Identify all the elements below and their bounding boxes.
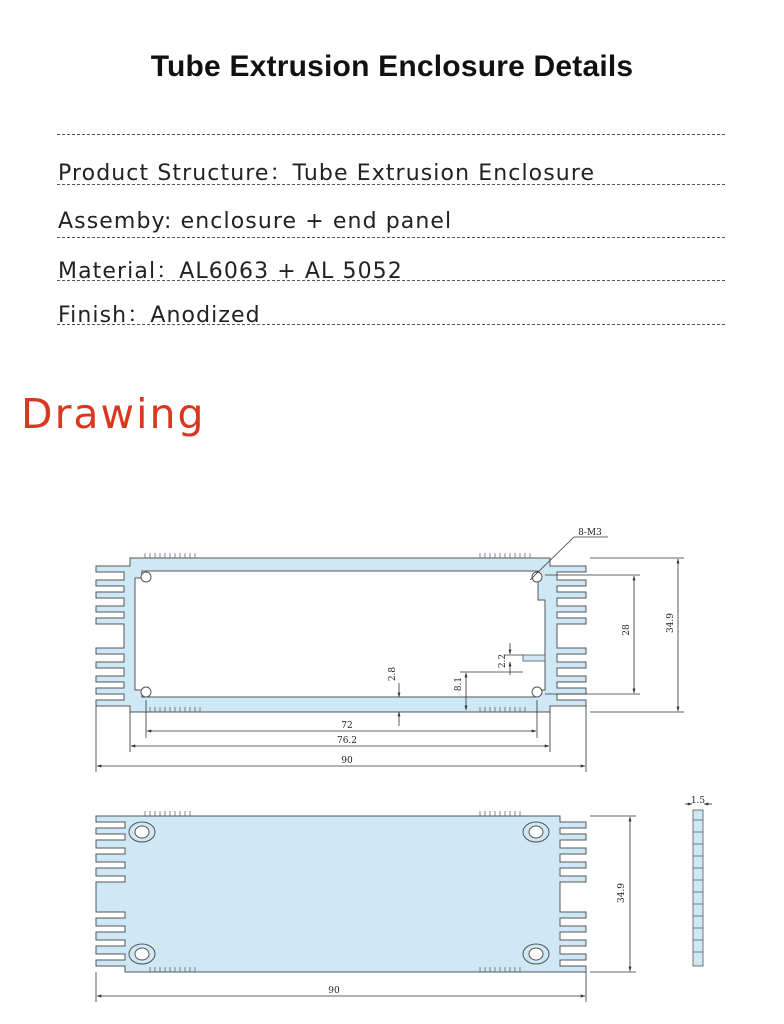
screw-hole [141,572,151,582]
label-34-9: 34.9 [666,612,676,634]
panel-body [96,816,586,972]
spec-finish: Finish：Anodized [58,303,261,328]
label-90-panel: 90 [328,986,340,996]
page-title: Tube Extrusion Enclosure Details [150,50,634,83]
label-72: 72 [341,721,353,731]
label-28: 28 [622,624,632,636]
technical-drawing [0,510,784,1024]
spec-assembly: Assemby: enclosure + end panel [58,209,453,234]
enclosure-profile [96,553,586,712]
label-2-8: 2.8 [388,666,398,682]
panel-side-view [685,796,712,966]
label-34-9-panel: 34.9 [617,882,627,904]
profile-cavity [135,571,545,697]
spec-divider [57,323,725,325]
label-8-1: 8.1 [454,676,464,692]
label-1-5: 1.5 [690,796,706,806]
spec-divider [57,279,725,281]
end-panel [96,811,586,972]
spec-product-structure: Product Structure：Tube Extrusion Enclosure [58,161,596,186]
spec-material: Material：AL6063 + AL 5052 [58,259,403,284]
spec-divider [57,236,725,238]
spec-divider [57,183,725,185]
screw-hole [532,687,542,697]
label-90-top: 90 [341,756,353,766]
label-8-m3: 8-M3 [578,528,602,538]
drawing-heading: Drawing [21,390,206,438]
label-76-2: 76.2 [336,736,358,746]
screw-hole [141,687,151,697]
label-2-2: 2.2 [498,653,508,669]
spec-divider-top [57,134,725,135]
